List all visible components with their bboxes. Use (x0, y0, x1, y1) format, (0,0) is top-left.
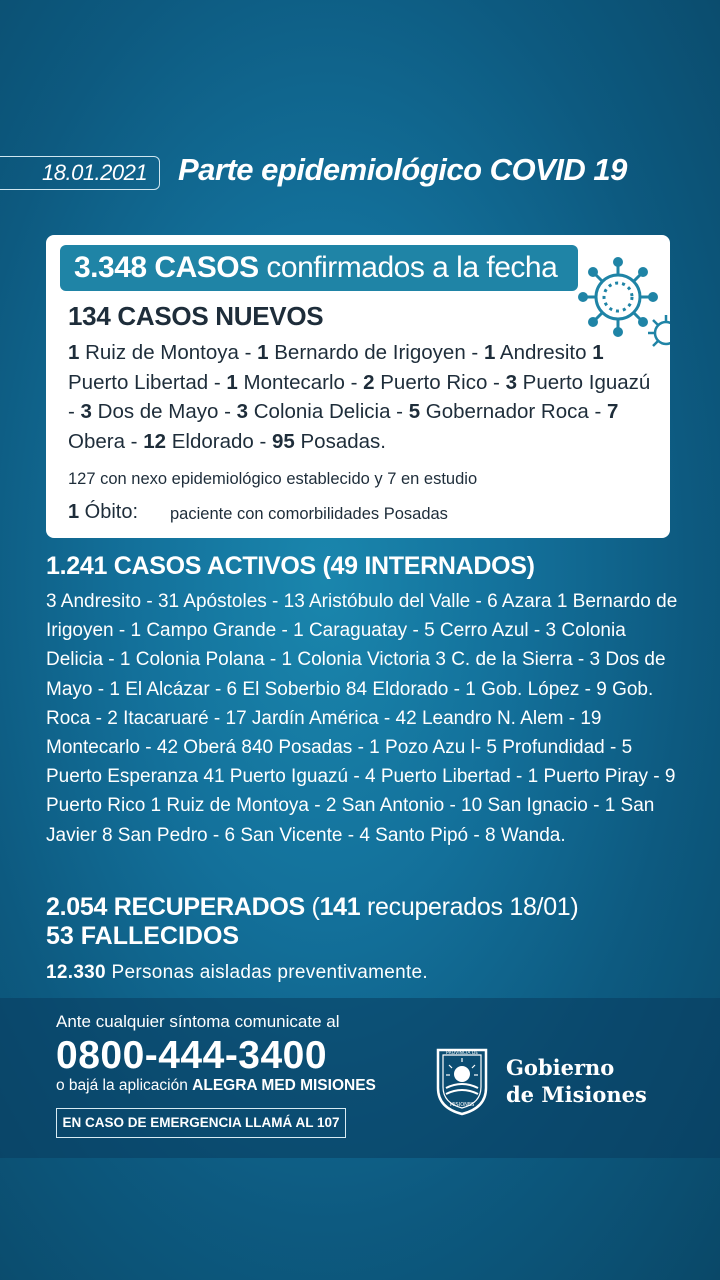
seal-text-bottom: MISIONES (449, 1102, 475, 1108)
new-case-count: 3 (80, 400, 92, 423)
new-case-town: Eldorado - (166, 429, 272, 453)
new-case-count: 2 (363, 370, 375, 394)
new-case-town: Montecarlo - (237, 370, 364, 394)
gov-line-2: de Misiones (506, 1082, 647, 1107)
deaths-total: 53 FALLECIDOS (46, 922, 240, 950)
provincial-seal-icon (430, 1044, 494, 1116)
app-line-prefix: o bajá la aplicación (56, 1077, 193, 1094)
page-title: Parte epidemiológico COVID 19 (178, 152, 627, 187)
new-case-count: 1 (483, 341, 496, 364)
new-case-count: 1 (257, 341, 269, 364)
hotline-number: 0800-444-3400 (56, 1034, 328, 1077)
isolated-label: Personas aisladas preventivamente. (105, 962, 428, 983)
active-cases-list: 3 Andresito - 31 Apóstoles - 13 Aristóbulo del Valle - 6 Azara 1 Bernardo de Irigoyen - 1 Campo Grande - 1 Caraguatay - 5 Cerro Azul - 3 Colonia Delicia - 1 Colonia Polana - 1 Colonia Victoria 3 C. de la Sierra - 3 Dos de Mayo - 1 El Alcázar - 6 El Soberbio 84 Eldorado - 1 Gob. López - 9 Gob. Roca - 2 Itacaruaré - 17 Jardín América - 42 Leandro N. Alem - 19 Montecarlo - 42 Oberá 840 Posadas - 1 Pozo Azu l- 5 Profundidad - 5 Puerto Esperanza 41 Puerto Iguazú - 4 Puerto Libertad - 1 Puerto Piray - 9 Puerto Rico 1 Ruiz de Montoya - 2 San Antonio - 10 San Ignacio - 1 San Javier 8 San Pedro - 6 San Vicente - 4 Santo Pipó - 8 Wanda. (46, 591, 678, 846)
new-case-town: Dos de Mayo - (91, 400, 237, 423)
new-cases-card (46, 235, 670, 538)
new-case-count: 95 (272, 429, 295, 453)
app-name: ALEGRA MED MISIONES (192, 1077, 376, 1094)
app-line (56, 1077, 376, 1095)
new-case-town: Colonia Delicia - (248, 400, 409, 423)
report-date: 18.01.2021 (42, 160, 148, 185)
contact-intro: Ante cualquier síntoma comunicate al (56, 1012, 340, 1031)
total-cases-label: confirmados a la fecha (258, 251, 558, 284)
government-logo-text (506, 1054, 647, 1108)
total-cases-banner (60, 245, 578, 291)
recovered-open: ( (304, 893, 320, 921)
new-case-town: Puerto Libertad - (68, 370, 227, 394)
new-case-count: 12 (143, 429, 167, 453)
new-cases-title: 134 CASOS NUEVOS (68, 301, 324, 331)
new-case-town: Bernardo de Irigoyen - (268, 341, 484, 364)
nexo-note: 127 con nexo epidemiológico establecido y 7 en estudio (68, 470, 478, 488)
recovered-line (46, 893, 578, 922)
recovered-today: 141 (319, 893, 361, 921)
death-count: 1 (68, 501, 80, 523)
emergency-notice: EN CASO DE EMERGENCIA LLAMÁ AL 107 (56, 1108, 346, 1138)
new-case-count: 1 (68, 341, 80, 364)
new-cases-list (68, 338, 658, 456)
new-case-town: Puerto Iguazú - (68, 370, 651, 423)
recovered-total: 2.054 RECUPERADOS (46, 893, 305, 921)
new-case-town: Gobernador Roca - (420, 400, 607, 423)
new-case-count: 1 (592, 341, 604, 364)
new-case-count: 7 (606, 400, 619, 423)
new-case-town: Puerto Rico - (374, 370, 506, 394)
new-case-town: Andresito (495, 341, 593, 364)
new-case-town: Ruiz de Montoya - (79, 341, 258, 364)
new-case-count: 1 (226, 370, 238, 394)
death-description: paciente con comorbilidades Posadas (170, 505, 448, 523)
seal-text-top: PROVINCIA DE (445, 1051, 479, 1056)
total-cases-count: 3.348 CASOS (74, 251, 259, 284)
new-case-count: 3 (505, 370, 517, 394)
active-cases-title: 1.241 CASOS ACTIVOS (49 INTERNADOS) (46, 552, 535, 580)
death-line (68, 501, 138, 524)
isolated-line (46, 962, 428, 984)
isolated-count: 12.330 (46, 962, 106, 983)
new-case-town: Posadas. (294, 429, 386, 453)
new-case-count: 5 (408, 400, 421, 423)
new-case-count: 3 (236, 400, 249, 423)
recovered-label: recuperados 18/01) (360, 893, 579, 921)
death-label: Óbito: (79, 501, 139, 523)
new-case-town: Obera - (68, 429, 144, 453)
gov-line-1: Gobierno (506, 1055, 615, 1080)
